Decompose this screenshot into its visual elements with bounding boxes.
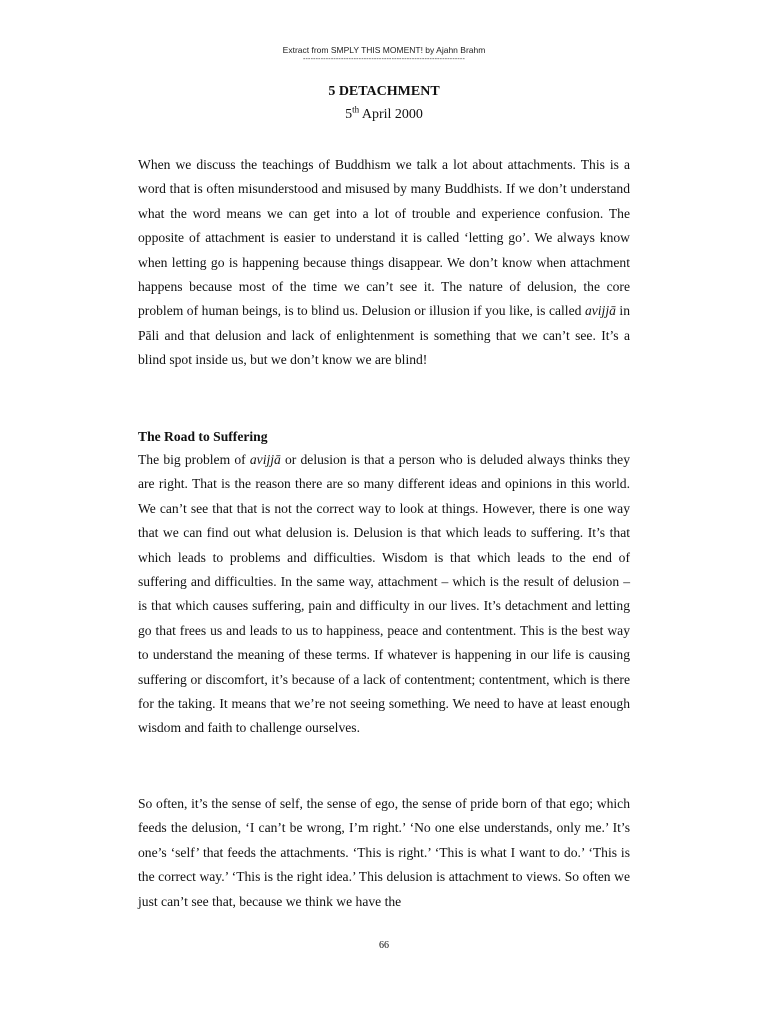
paragraph-text: or delusion is that a person who is deluded always thinks they are right. That is the reason there are so many different ideas and opinions in this world. We can’t see that that is not the correct way to look at things. However, there is one way that we can find out what delusion is. Delusion is that which leads to suffering. It’s that which leads to problems and difficulties. Wisdom is that which leads to the end of suffering and difficulties. In the same way, attachment – which is the result of delusion – is that which causes suffering, pain and difficulty in our lives. It’s detachment and letting go that frees us and leads to us to happiness, peace and contentment. This is the best way to understand the meaning of these terms. If whatever is happening in our life is causing suffering or discomfort, it’s because of a lack of contentment; contentment, which is there for the taking. It means that we’re not seeing something. We need to have at least enough wisdom and faith to challenge ourselves.: [138, 452, 630, 736]
date-day: 5: [345, 107, 353, 122]
paragraph-text: The big problem of: [138, 452, 250, 467]
pali-term: avijjā: [584, 303, 616, 319]
date-rest: April 2000: [359, 107, 423, 122]
page-number: 66: [379, 940, 389, 951]
paragraph-text: When we discuss the teachings of Buddhism we talk a lot about attachments. This is a word that is often misunderstood and misused by many Buddhists. If we don’t understand what the word means we can get into a lot of trouble and experience confusion. The opposite of attachment is easier to understand it is called ‘letting go’. We always know when letting go is happening because things disappear. We don’t know when attachment happens because most of the time we can’t see it. The nature of delusion, the core problem of human beings, is to blind us. Delusion or illusion if you like, is called: [138, 157, 630, 319]
header-rule: ----------------------------------------------------------------: [303, 56, 465, 63]
paragraph-text: So often, it’s the sense of self, the sense of ego, the sense of pride born of that ego; which feeds the delusion, ‘I can’t be wrong, I’m right.’ ‘No one else understands, only me.’ It’s one’s ‘self’ that feeds the attachments. ‘This is right.’ ‘This is what I want to do.’ ‘This is the correct way.’ ‘This is the right idea.’ This delusion is attachment to views. So often we just can’t see that, because we think we have the: [138, 796, 630, 909]
body-paragraph-1: [138, 153, 630, 373]
chapter-date: [0, 104, 768, 123]
body-paragraph-2: [138, 448, 630, 741]
body-paragraph-3: [138, 792, 630, 914]
header-source: Extract from SMPLY THIS MOMENT! by Ajahn Brahm: [282, 45, 486, 55]
running-header: [0, 45, 768, 63]
paragraph-text: in Pāli and that delusion and lack of enlightenment is something that we can’t see. It’s a blind spot inside us, but we don’t know we are blind!: [138, 303, 630, 368]
pali-term: avijjā: [249, 452, 281, 467]
chapter-title: 5 DETACHMENT: [328, 84, 440, 99]
date-suffix: th: [352, 104, 360, 115]
section-heading: The Road to Suffering: [138, 429, 268, 444]
